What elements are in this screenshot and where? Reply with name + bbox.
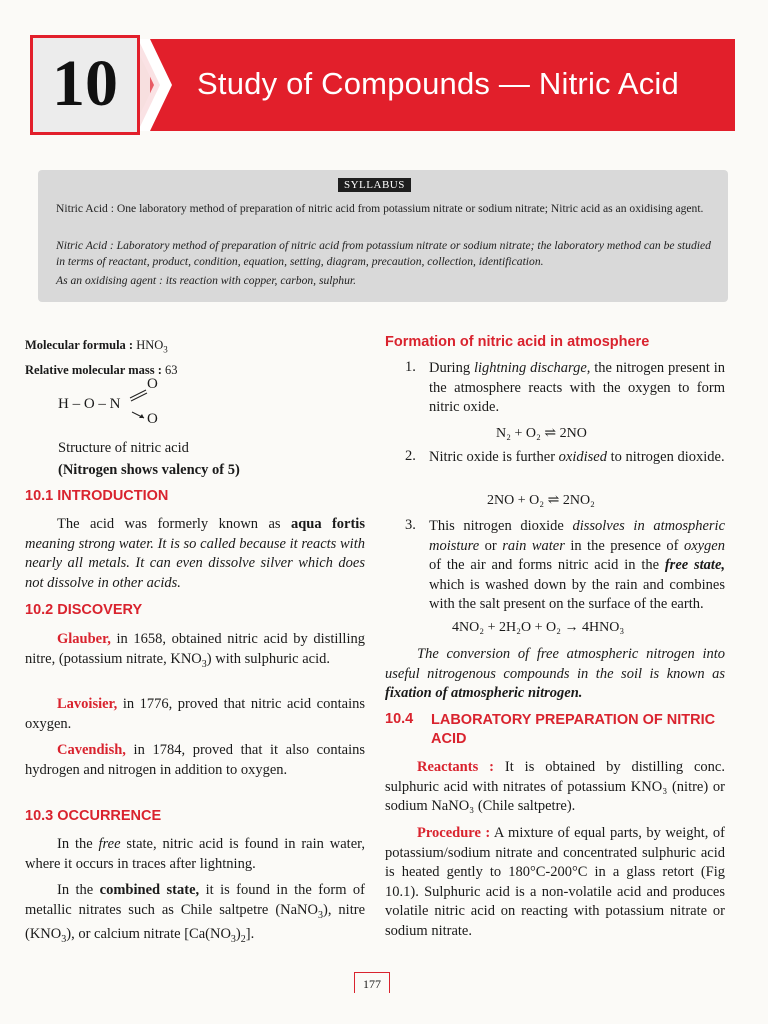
structure-caption: Structure of nitric acid xyxy=(58,440,189,456)
heading-discovery: 10.2 DISCOVERY xyxy=(25,602,143,618)
item-3-text: This nitrogen dioxide dissolves in atmospheric moisture or rain water in the presence of oxygen of the air and forms nitric acid in the free state, which is washed down by the rain and combines with the salt present on the surface of the earth. xyxy=(429,518,726,612)
molecular-info xyxy=(25,335,365,380)
structure-bonds xyxy=(128,386,150,422)
discovery-lavoisier: Lavoisier, in 1776, proved that nitric acid contains oxygen. xyxy=(25,696,365,732)
item-1-text: During lightning discharge, the nitrogen present in the atmosphere reacts with the oxygen to form nitric oxide. xyxy=(429,360,725,415)
conversion-text: The conversion of free atmospheric nitrogen into useful nitrogenous compounds in the soil is known as fixation of atmospheric nitrogen. xyxy=(385,646,725,701)
heading-occurrence: 10.3 OCCURRENCE xyxy=(25,808,162,824)
occurrence-combined: In the combined state, it is found in the form of metallic nitrates such as Chile saltpetre (NaNO$_3$), nitre $(KNO_3)$, or calcium nitrate $[Ca(NO_3)_2]$. xyxy=(25,882,366,945)
equation-3: 4NO₂ + 2H₂O + O₂ → 4HNO₃ xyxy=(452,620,625,635)
syllabus-line-2: Nitric Acid : Laboratory method of preparation of nitric acid from potassium nitrate or sodium nitrate; the laboratory method can be studied in terms of reactant, product, condition, equation, setting, diagram, precaution, collection, identification. xyxy=(56,239,711,268)
reactants-text: Reactants : It is obtained by distilling conc. sulphuric acid with nitrates of potassium KNO₃ (nitre) or sodium NaNO₃ (Chile saltpetre). xyxy=(385,759,725,814)
occurrence-free: In the free state, nitric acid is found in rain water, where it occurs in traces after lightning. xyxy=(25,836,365,872)
chapter-number: 10 xyxy=(52,47,118,120)
molecular-formula: Molecular formula : $HNO_3$ xyxy=(25,338,168,355)
structure-o-bottom: O xyxy=(147,411,158,427)
item-2-number: 2. xyxy=(405,448,416,464)
item-1-number: 1. xyxy=(405,359,416,375)
equation-1: N₂ + O₂ ⇌ 2NO xyxy=(496,426,587,441)
syllabus-line-3: As an oxidising agent : its reaction with copper, carbon, sulphur. xyxy=(56,274,357,287)
heading-lab-number: 10.4 xyxy=(385,711,414,727)
structure-main: H – O – N xyxy=(58,396,121,412)
syllabus-label: SYLLABUS xyxy=(338,178,411,192)
heading-lab-preparation: LABORATORY PREPARATION OF NITRIC ACID xyxy=(431,712,716,747)
heading-atmosphere: Formation of nitric acid in atmosphere xyxy=(385,334,650,350)
relative-molecular-mass: Relative molecular mass : 63 xyxy=(25,362,178,377)
item-3-number: 3. xyxy=(405,517,416,533)
structure-o-top: O xyxy=(147,376,158,392)
syllabus-line-1: Nitric Acid : One laboratory method of preparation of nitric acid from potassium nitrate or sodium nitrate; Nitric acid as an oxidising agent. xyxy=(56,202,704,215)
item-2-text: Nitric oxide is further oxidised to nitrogen dioxide. xyxy=(429,449,725,465)
chapter-title: Study of Compounds — Nitric Acid xyxy=(197,66,679,101)
procedure-text: Procedure : A mixture of equal parts, by weight, of potassium/sodium nitrate and concentrated sulphuric acid is heated gently to 180°C-200°C in a glass retort (Fig 10.1). Sulphuric acid is a non-volatile acid and produces volatile nitric acid on reacting with potassium nitrate or sodium nitrate. xyxy=(385,825,725,939)
discovery-glauber: Glauber, in 1658, obtained nitric acid by distilling nitre, (potassium nitrate, $KNO_3$) with sulphuric acid. xyxy=(25,631,365,670)
equation-2: 2NO + O₂ ⇌ 2NO₂ xyxy=(487,493,595,508)
heading-introduction: 10.1 INTRODUCTION xyxy=(25,488,169,504)
valency-note: (Nitrogen shows valency of 5) xyxy=(58,462,240,478)
chapter-number-box xyxy=(30,35,140,135)
page-number: 177 xyxy=(354,972,390,993)
discovery-cavendish: Cavendish, in 1784, proved that it also contains hydrogen and nitrogen in addition to oxygen. xyxy=(25,742,365,778)
introduction-text: The acid was formerly known as aqua fortis meaning strong water. It is so called because it reacts with nearly all metals. It can even dissolve silver which does not dissolve in other acids. xyxy=(25,516,365,591)
